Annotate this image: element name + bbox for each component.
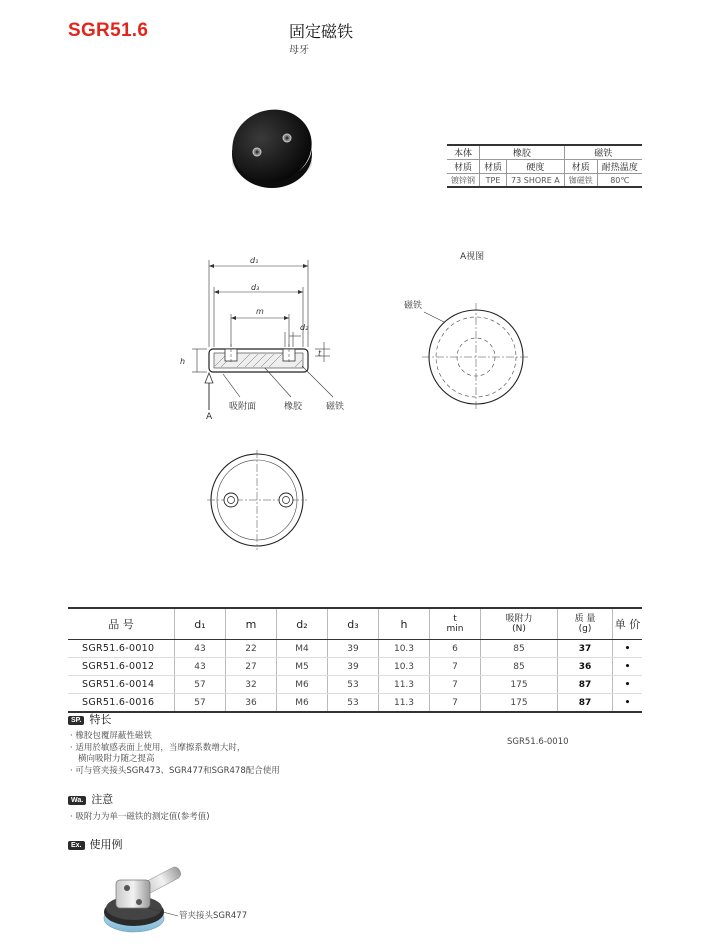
col-t-label: t bbox=[453, 614, 457, 624]
example-title: 使用例 bbox=[89, 838, 123, 851]
mat-sub: 材质 bbox=[564, 160, 597, 174]
col-h: h bbox=[379, 608, 430, 640]
cell-mass: 87 bbox=[558, 694, 613, 713]
cell-d3: 39 bbox=[328, 640, 379, 658]
view-a-title: A视图 bbox=[460, 252, 485, 262]
cell-price: • bbox=[613, 658, 643, 676]
cell-price: • bbox=[613, 694, 643, 713]
col-force-unit: (N) bbox=[512, 624, 526, 634]
dim-m: m bbox=[256, 307, 264, 316]
bolt-icon bbox=[136, 899, 142, 905]
cell-mass: 37 bbox=[558, 640, 613, 658]
label-magnet: 磁铁 bbox=[326, 402, 345, 412]
label-adsorb-face: 吸附面 bbox=[229, 402, 257, 412]
cell-d1: 43 bbox=[175, 640, 226, 658]
list-item: · 橡胶包覆屏蔽性磁铁 bbox=[70, 731, 152, 741]
table-row bbox=[68, 694, 642, 713]
cell-price: • bbox=[613, 640, 643, 658]
product-code: SGR51.6 bbox=[68, 20, 149, 41]
product-photo bbox=[220, 100, 320, 195]
view-a-magnet-label: 磁铁 bbox=[404, 301, 423, 311]
col-price: 单 价 bbox=[613, 608, 643, 640]
col-mass-unit: (g) bbox=[578, 624, 592, 634]
dim-h: h bbox=[180, 357, 186, 366]
cell-d1: 57 bbox=[175, 694, 226, 713]
col-d3: d₃ bbox=[328, 608, 379, 640]
list-item: · 吸附力为单一磁铁的测定值(参考值) bbox=[70, 812, 210, 822]
page-title: 固定磁铁 bbox=[289, 22, 354, 41]
list-item: · 可与管夹接头SGR473、SGR477和SGR478配合使用 bbox=[70, 765, 280, 776]
mat-sub: 材质 bbox=[447, 160, 480, 174]
features-badge: SP. bbox=[68, 716, 84, 725]
col-d1: d₁ bbox=[175, 608, 226, 640]
mat-h-rubber: 橡胶 bbox=[480, 145, 565, 160]
notes-title: 注意 bbox=[91, 793, 114, 806]
cell-part: SGR51.6-0014 bbox=[68, 676, 175, 694]
view-a-drawing bbox=[420, 300, 535, 415]
cell-m: 22 bbox=[226, 640, 277, 658]
label-rubber: 橡胶 bbox=[284, 402, 303, 412]
cell-t: 7 bbox=[430, 676, 481, 694]
list-item: · 适用於敏感表面上使用，当摩擦系数增大时， bbox=[70, 742, 246, 753]
example-heading bbox=[68, 836, 123, 852]
cell-h: 11.3 bbox=[379, 694, 430, 713]
bolt-icon bbox=[124, 885, 130, 891]
mat-val: 73 SHORE A bbox=[507, 174, 565, 188]
cell-d1: 57 bbox=[175, 676, 226, 694]
cell-mass: 36 bbox=[558, 658, 613, 676]
col-force bbox=[481, 608, 558, 640]
cell-t: 6 bbox=[430, 640, 481, 658]
col-t-min: min bbox=[446, 624, 464, 634]
list-item: 横向吸附力随之提高 bbox=[78, 754, 155, 764]
features-heading bbox=[68, 711, 111, 727]
cell-h: 10.3 bbox=[379, 640, 430, 658]
cell-part: SGR51.6-0016 bbox=[68, 694, 175, 713]
side-note: SGR51.6-0010 bbox=[507, 737, 569, 747]
cell-m: 36 bbox=[226, 694, 277, 713]
cell-force: 85 bbox=[481, 658, 558, 676]
cell-d1: 43 bbox=[175, 658, 226, 676]
example-label: 管夹接头SGR477 bbox=[179, 911, 248, 921]
mat-h-body: 本体 bbox=[447, 145, 480, 160]
cell-force: 85 bbox=[481, 640, 558, 658]
cell-force: 175 bbox=[481, 694, 558, 713]
example-badge: Ex. bbox=[68, 841, 85, 850]
cell-d3: 39 bbox=[328, 658, 379, 676]
example-photo bbox=[100, 862, 195, 940]
mat-sub: 耐热温度 bbox=[597, 160, 642, 174]
mat-val: TPE bbox=[480, 174, 507, 188]
col-t bbox=[430, 608, 481, 640]
spec-table bbox=[68, 607, 642, 713]
cell-d3: 53 bbox=[328, 694, 379, 713]
features-title: 特长 bbox=[89, 713, 112, 726]
col-mass bbox=[558, 608, 613, 640]
cell-d2: M5 bbox=[277, 658, 328, 676]
notes-badge: Wa. bbox=[68, 796, 86, 805]
table-row bbox=[68, 658, 642, 676]
page-subtitle: 母牙 bbox=[289, 45, 309, 56]
notes-heading bbox=[68, 791, 113, 807]
cell-d2: M6 bbox=[277, 694, 328, 713]
cell-m: 32 bbox=[226, 676, 277, 694]
mat-h-magnet: 磁铁 bbox=[564, 145, 642, 160]
cell-t: 7 bbox=[430, 694, 481, 713]
table-row bbox=[68, 640, 642, 658]
cell-d2: M4 bbox=[277, 640, 328, 658]
mat-val: 80℃ bbox=[597, 174, 642, 188]
cell-m: 27 bbox=[226, 658, 277, 676]
cell-d3: 53 bbox=[328, 676, 379, 694]
dim-d2: d₂ bbox=[300, 323, 309, 332]
dim-t: t bbox=[318, 349, 322, 358]
dim-d3: d₃ bbox=[251, 283, 260, 292]
label-arrow-a: A bbox=[206, 412, 213, 422]
col-d2: d₂ bbox=[277, 608, 328, 640]
cell-part: SGR51.6-0012 bbox=[68, 658, 175, 676]
cell-d2: M6 bbox=[277, 676, 328, 694]
cell-price: • bbox=[613, 676, 643, 694]
mat-val: 镀锌钢 bbox=[447, 174, 480, 188]
col-mass-label: 质 量 bbox=[574, 614, 596, 624]
cell-mass: 87 bbox=[558, 676, 613, 694]
cell-t: 7 bbox=[430, 658, 481, 676]
mat-sub: 硬度 bbox=[507, 160, 565, 174]
mat-val: 铷磁铁 bbox=[564, 174, 597, 188]
col-force-label: 吸附力 bbox=[505, 614, 533, 624]
cell-force: 175 bbox=[481, 676, 558, 694]
col-part: 品 号 bbox=[68, 608, 175, 640]
top-view-drawing bbox=[205, 448, 310, 553]
mat-sub: 材质 bbox=[480, 160, 507, 174]
cell-h: 10.3 bbox=[379, 658, 430, 676]
features-list bbox=[70, 731, 280, 777]
material-table bbox=[447, 144, 642, 188]
cell-part: SGR51.6-0010 bbox=[68, 640, 175, 658]
dim-d1: d₁ bbox=[250, 256, 259, 265]
cell-h: 11.3 bbox=[379, 676, 430, 694]
col-m: m bbox=[226, 608, 277, 640]
table-row bbox=[68, 676, 642, 694]
